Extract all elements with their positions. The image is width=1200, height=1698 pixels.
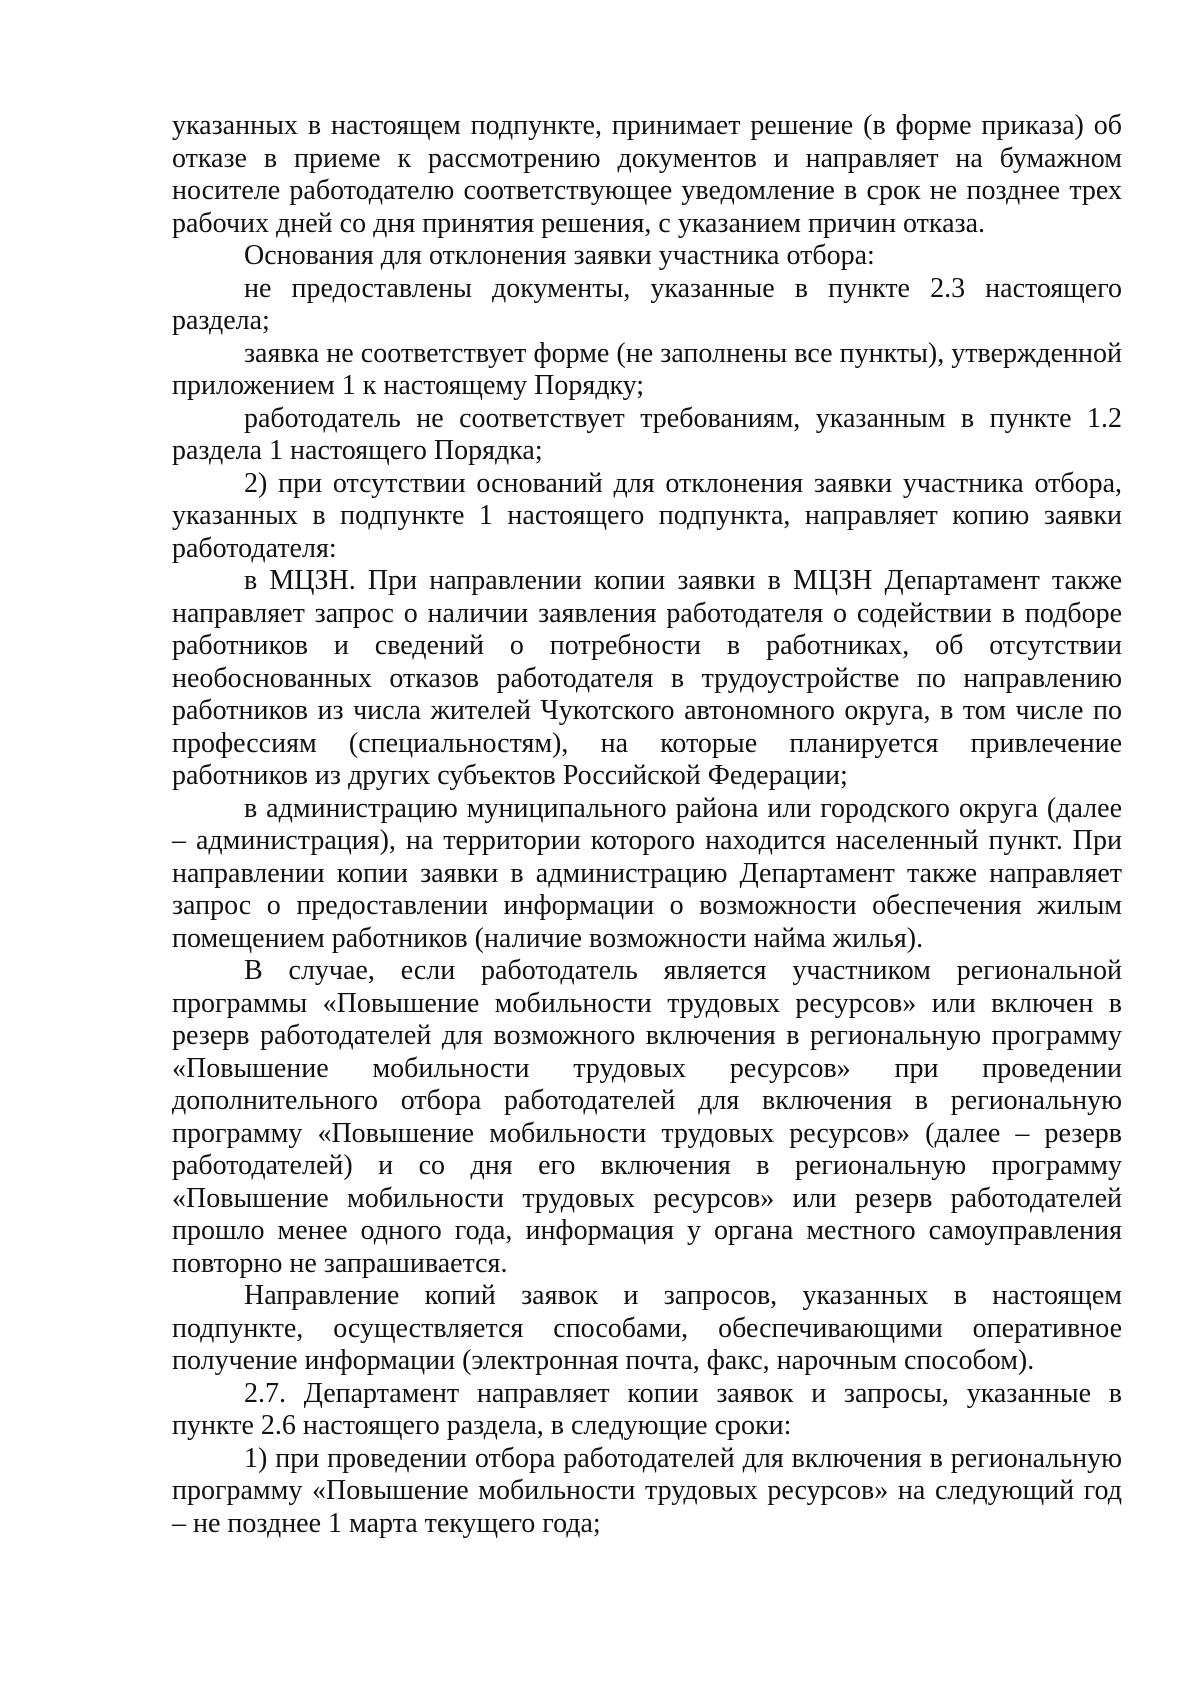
paragraph-rejection-grounds-heading: Основания для отклонения заявки участника отбора:	[244, 240, 875, 271]
paragraph-ground-form-mismatch: заявка не соответствует форме (не заполнены все пункты), утвержденной приложением 1 к настоящему Порядку;	[172, 337, 1122, 401]
paragraph-refusal-notice: указанных в настоящем подпункте, принимает решение (в форме приказа) об отказе в приеме к рассмотрению документов и направляет на бумажном носителе работодателю соответствующее уведомление в срок не позднее трех рабочих дней со дня принятия решения, с указанием причин отказа.	[172, 110, 1122, 239]
paragraph-mczn: в МЦЗН. При направлении копии заявки в МЦЗН Департамент также направляет запрос о наличии заявления работодателя о содействии в подборе работников и сведений о потребности в работниках, об отсутствии необоснованных отказов работодателя в трудоустройстве по направлению работников из числа жителей Чукотского автономного округа, в том числе по профессиям (специальностям), на которые планируется привлечение работников из других субъектов Российской Федерации;	[172, 565, 1122, 791]
paragraph-administration: в администрацию муниципального района или городского округа (далее – администрация), на территории которого находится населенный пункт. При направлении копии заявки в администрацию Департамент также направляет запрос о предоставлении информации о возможности обеспечения жилым помещением работников (наличие возможности найма жилья).	[172, 792, 1122, 954]
paragraph-section-2-7: 2.7. Департамент направляет копии заявок и запросы, указанные в пункте 2.6 настоящего раздела, в следующие сроки:	[172, 1377, 1122, 1441]
document-page	[172, 110, 1122, 1540]
paragraph-subpoint-2: 2) при отсутствии оснований для отклонения заявки участника отбора, указанных в подпункте 1 настоящего подпункта, направляет копию заявки работодателя:	[172, 467, 1122, 564]
paragraph-program-participant: В случае, если работодатель является участником региональной программы «Повышение мобильности трудовых ресурсов» или включен в резерв работодателей для возможного включения в региональную программу «Повышение мобильности трудовых ресурсов» при проведении дополнительного отбора работодателей для включения в региональную программу «Повышение мобильности трудовых ресурсов» (далее – резерв работодателей) и со дня его включения в региональную программу «Повышение мобильности трудовых ресурсов» или резерв работодателей прошло менее одного года, информация у органа местного самоуправления повторно не запрашивается.	[172, 955, 1122, 1279]
paragraph-deadline-1: 1) при проведении отбора работодателей для включения в региональную программу «Повышение мобильности трудовых ресурсов» на следующий год – не позднее 1 марта текущего года;	[172, 1442, 1122, 1539]
paragraph-delivery-methods: Направление копий заявок и запросов, указанных в настоящем подпункте, осуществляется способами, обеспечивающими оперативное получение информации (электронная почта, факс, нарочным способом).	[172, 1280, 1122, 1376]
paragraph-ground-requirements-mismatch: работодатель не соответствует требованиям, указанным в пункте 1.2 раздела 1 настоящего Порядка;	[172, 402, 1122, 466]
paragraph-ground-documents-missing: не предоставлены документы, указанные в пункте 2.3 настоящего раздела;	[172, 272, 1122, 336]
